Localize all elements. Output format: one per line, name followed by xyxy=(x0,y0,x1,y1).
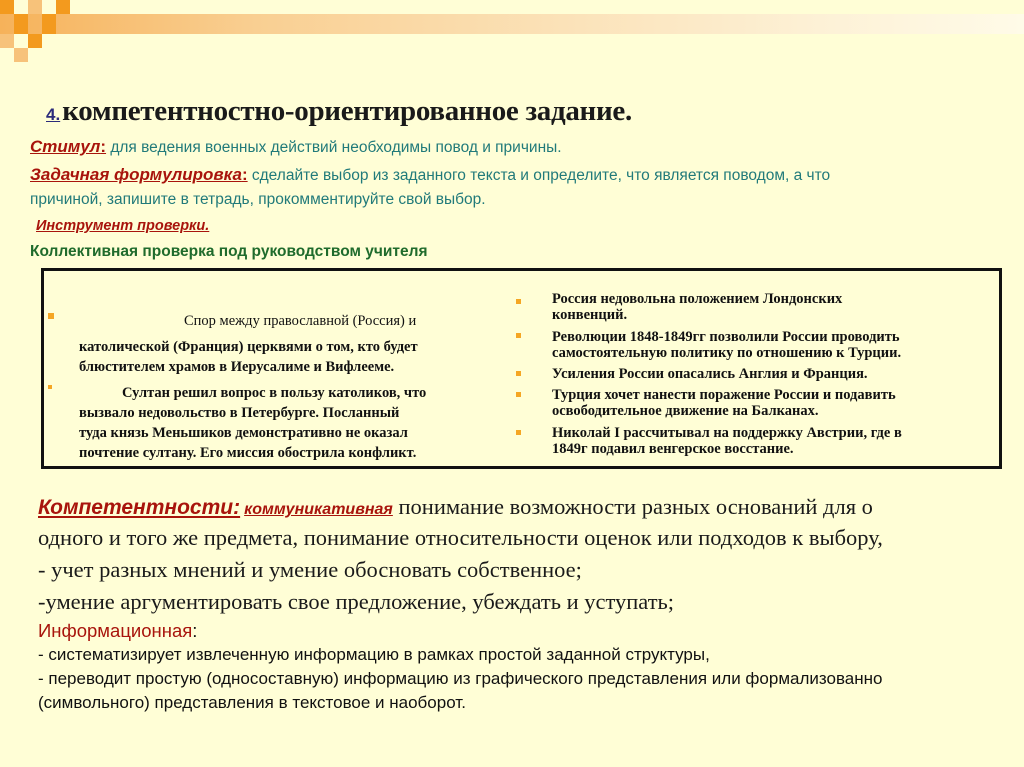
bullet-icon xyxy=(516,333,521,338)
deco-square xyxy=(28,34,42,48)
task-colon: : xyxy=(241,165,248,184)
page-title xyxy=(46,95,632,128)
left-line-6: туда князь Меньшиков демонстративно не оказал xyxy=(79,425,408,441)
right-line-5: Усиления России опасались Англия и Франция. xyxy=(552,366,868,382)
stimul-text: для ведения военных действий необходимы повод и причины. xyxy=(110,139,562,156)
bullet-icon xyxy=(48,385,52,389)
competencies-line-1 xyxy=(38,494,873,520)
stimul-colon: : xyxy=(100,137,107,156)
task-line-1 xyxy=(30,165,830,185)
competencies-label: Компетентности: xyxy=(38,496,241,519)
stimul-label: Стимул xyxy=(30,137,101,156)
right-line-7: освободительное движение на Балканах. xyxy=(552,403,819,419)
info-label: Информационная xyxy=(38,620,193,641)
right-line-6: Турция хочет нанести поражение России и подавить xyxy=(552,387,896,403)
left-line-5: вызвало недовольство в Петербурге. Посланный xyxy=(79,405,400,421)
info-colon: : xyxy=(192,620,198,641)
collective-check-text: Коллективная проверка под руководством учителя xyxy=(30,243,428,260)
competencies-text-2: одного и того же предмета, понимание относительности оценок или подходов к выбору, xyxy=(38,525,883,550)
right-line-1: Россия недовольна положением Лондонских xyxy=(552,291,843,307)
instrument-label: Инструмент проверки. xyxy=(36,218,210,234)
info-text-2: - переводит простую (односоставную) информацию из графического представления или формализованно xyxy=(38,669,883,688)
deco-square xyxy=(56,0,70,14)
bullet-icon xyxy=(516,371,521,376)
bullet-icon xyxy=(516,299,521,304)
right-line-2: конвенций. xyxy=(552,307,628,323)
instrument-line xyxy=(36,217,209,235)
task-text-2: причиной, запишите в тетрадь, прокомментируйте свой выбор. xyxy=(30,191,486,208)
competencies-text-3: - учет разных мнений и умение обосновать собственное; xyxy=(38,557,582,582)
bullet-icon xyxy=(48,313,54,319)
title-text: компетентностно-ориентированное задание. xyxy=(62,95,632,127)
deco-square xyxy=(0,0,14,14)
left-line-3: блюстителем храмов в Иерусалиме и Вифлееме. xyxy=(79,359,395,375)
info-text-3: (символьного) представления в текстовое и наоборот. xyxy=(38,693,466,712)
deco-square xyxy=(14,48,28,62)
info-label-line xyxy=(38,620,197,642)
deco-square xyxy=(42,14,56,34)
right-line-4: самостоятельную политику по отношению к Турции. xyxy=(552,345,902,361)
task-label: Задачная формулировка xyxy=(30,165,242,184)
bullet-icon xyxy=(516,392,521,397)
competencies-text-1: понимание возможности разных оснований для о xyxy=(392,494,873,519)
left-line-1: Спор между православной (Россия) и xyxy=(184,313,417,329)
competencies-sub: коммуникативная xyxy=(244,501,393,518)
header-gradient-bar xyxy=(0,14,1024,34)
competencies-text-4: -умение аргументировать свое предложение, убеждать и уступать; xyxy=(38,589,675,614)
task-text-1: сделайте выбор из заданного текста и определите, что является поводом, а что xyxy=(251,167,831,184)
bullet-icon xyxy=(516,430,521,435)
left-line-7: почтение султану. Его миссия обострила конфликт. xyxy=(79,445,417,461)
deco-square xyxy=(28,0,42,14)
right-line-8: Николай I рассчитывал на поддержку Австрии, где в xyxy=(552,425,902,441)
left-line-2: католической (Франция) церквями о том, кто будет xyxy=(79,339,418,355)
right-line-9: 1849г подавил венгерское восстание. xyxy=(552,441,794,457)
right-line-3: Революции 1848-1849гг позволили России проводить xyxy=(552,329,900,345)
info-text-1: - систематизирует извлеченную информацию в рамках простой заданной структуры, xyxy=(38,645,710,664)
deco-square xyxy=(0,34,14,48)
stimul-line xyxy=(30,137,562,157)
historical-text-box xyxy=(41,268,1002,469)
left-line-4: Султан решил вопрос в пользу католиков, что xyxy=(122,385,427,401)
title-number: 4. xyxy=(46,105,61,124)
deco-square xyxy=(14,14,28,34)
